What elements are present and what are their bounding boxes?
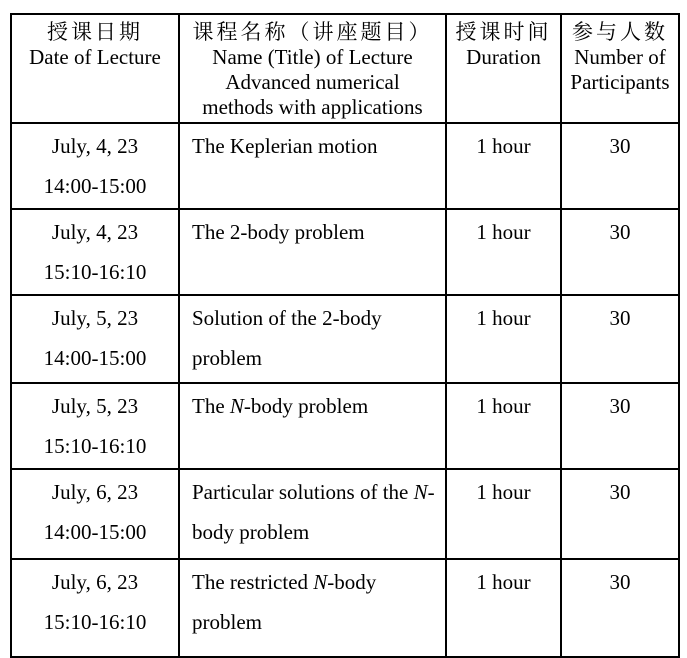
lecture-schedule-table [10,13,680,658]
lecture-name: Solution of the 2-body problem [192,306,382,370]
time-line: 14:00-15:00 [43,520,147,544]
table-row [11,295,679,383]
header-date-zh: 授课日期 [47,20,143,44]
table-row [11,123,679,209]
lecture-name: -body problem [192,480,435,544]
lecture-name-cell [179,469,446,559]
date-line: July, 5, 23 [51,394,139,418]
lecture-name: The [192,394,230,418]
header-name-subtitle-line1: Advanced numerical [225,70,400,94]
lecture-name-cell [179,559,446,657]
date-cell [11,559,179,657]
participants-cell: 30 [561,383,679,469]
lecture-name: The restricted [192,570,314,594]
lecture-name: -body problem [243,394,369,418]
lecture-name-variable: N [229,394,244,418]
header-participants-en-line1: Number of [574,45,666,69]
lecture-name-cell [179,209,446,295]
duration-cell: 1 hour [446,209,561,295]
header-participants [561,14,679,123]
header-duration-en: Duration [466,45,541,69]
header-duration [446,14,561,123]
duration-cell: 1 hour [446,295,561,383]
duration-cell: 1 hour [446,123,561,209]
date-cell [11,383,179,469]
participants-cell: 30 [561,559,679,657]
lecture-name-cell [179,295,446,383]
participants-cell: 30 [561,469,679,559]
header-name-subtitle-line2: methods with applications [202,95,423,119]
date-cell [11,469,179,559]
lecture-name-variable: N [313,570,328,594]
header-date-en: Date of Lecture [29,45,161,69]
header-participants-zh: 参与人数 [572,20,668,44]
participants-cell: 30 [561,295,679,383]
date-line: July, 4, 23 [51,134,139,158]
lecture-name-cell [179,123,446,209]
table-row [11,209,679,295]
duration-cell: 1 hour [446,559,561,657]
time-line: 15:10-16:10 [43,434,147,458]
date-cell [11,295,179,383]
table-row [11,469,679,559]
lecture-name: -body problem [192,570,377,634]
header-duration-zh: 授课时间 [455,20,552,44]
date-cell [11,123,179,209]
date-cell [11,209,179,295]
date-line: July, 5, 23 [51,306,139,330]
lecture-name: Particular solutions of the [192,480,414,504]
header-participants-en-line2: Participants [570,70,670,94]
lecture-name: The 2-body problem [192,220,365,244]
header-row [11,14,679,123]
header-name [179,14,446,123]
date-line: July, 6, 23 [51,480,139,504]
date-line: July, 4, 23 [51,220,139,244]
table-row [11,383,679,469]
table-row [11,559,679,657]
duration-cell: 1 hour [446,383,561,469]
document-page [10,13,680,658]
lecture-name: The Keplerian motion [192,134,378,158]
time-line: 14:00-15:00 [43,174,147,198]
time-line: 14:00-15:00 [43,346,147,370]
time-line: 15:10-16:10 [43,610,147,634]
lecture-name-cell [179,383,446,469]
date-line: July, 6, 23 [51,570,139,594]
participants-cell: 30 [561,123,679,209]
participants-cell: 30 [561,209,679,295]
time-line: 15:10-16:10 [43,260,147,284]
header-name-zh: 课程名称（讲座题目） [192,20,433,44]
lecture-name-variable: N [413,480,428,504]
header-name-en: Name (Title) of Lecture [212,45,413,69]
duration-cell: 1 hour [446,469,561,559]
header-date [11,14,179,123]
